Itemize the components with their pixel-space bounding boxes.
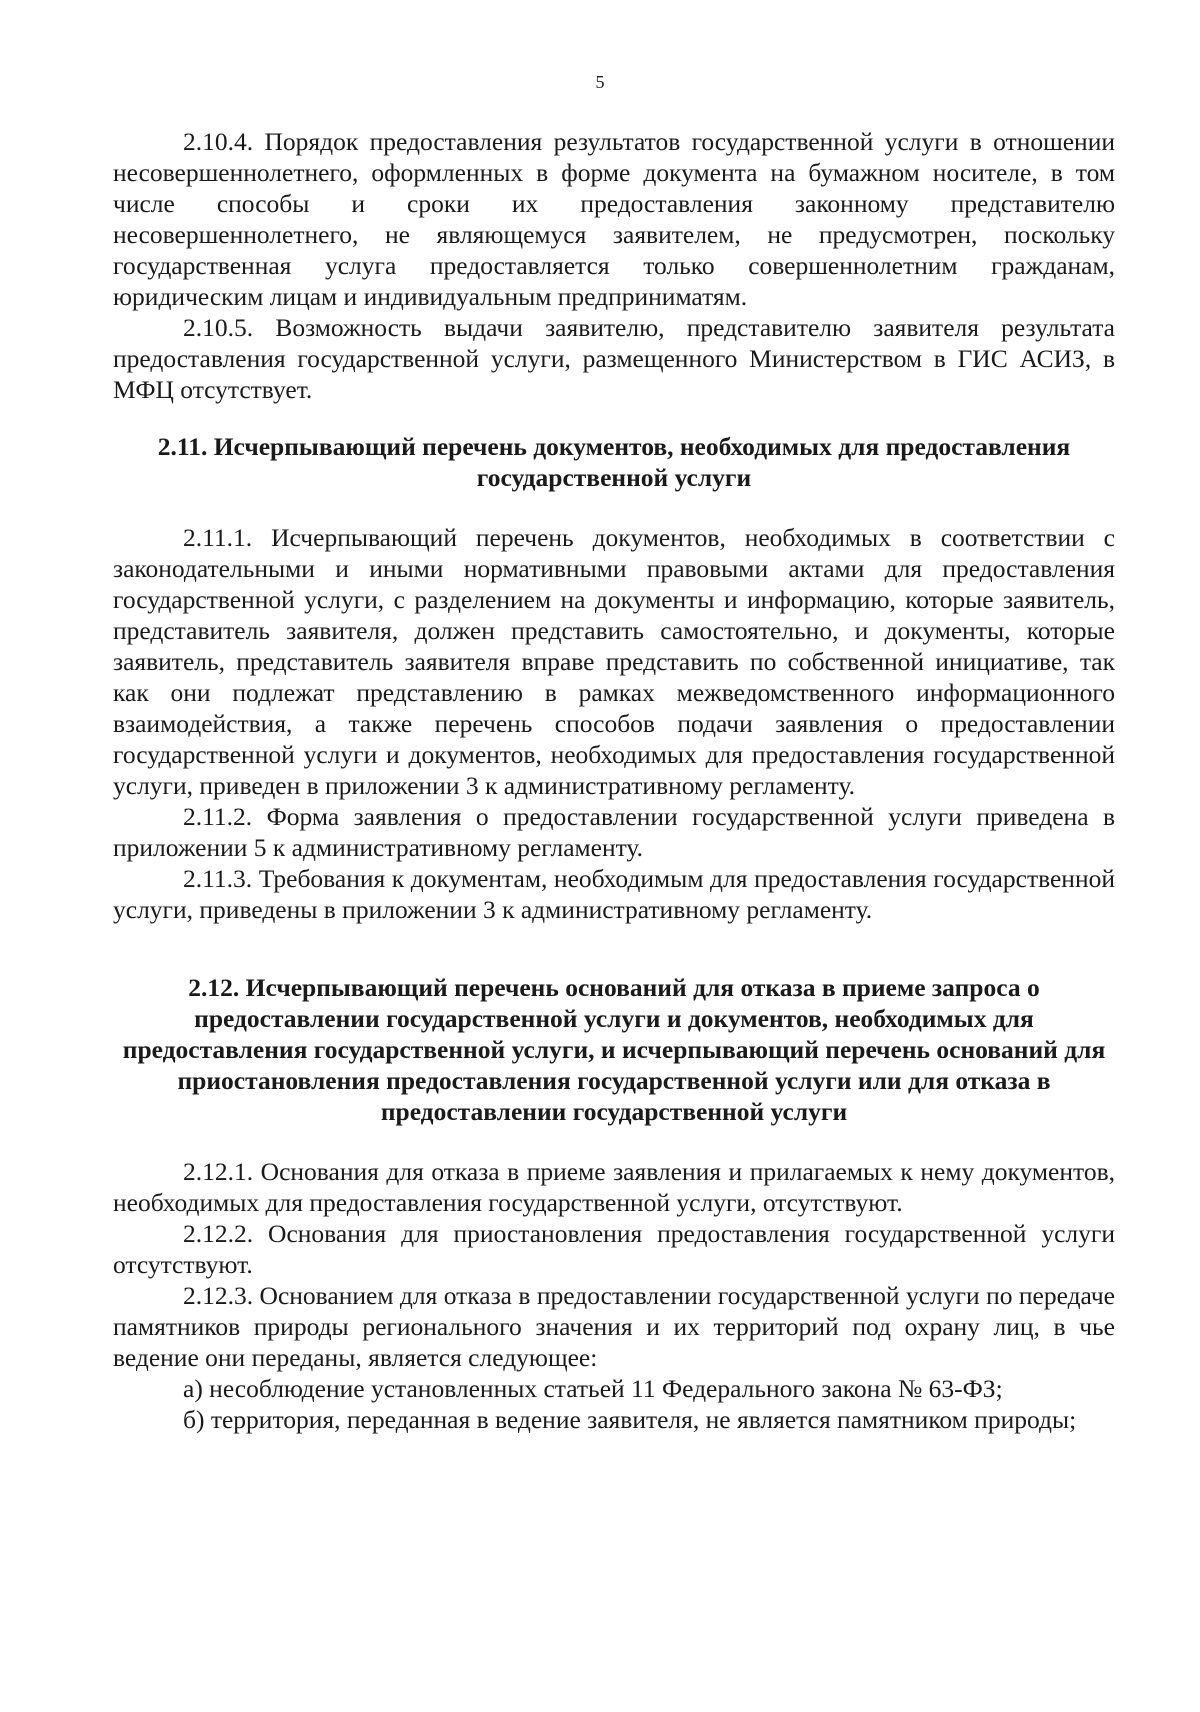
paragraph-2-11-3: 2.11.3. Требования к документам, необходимым для предоставления государственной услуги, приведены в приложении 3 к административному регламенту. <box>113 864 1115 924</box>
list-item-a: а) несоблюдение установленных статьей 11 Федерального закона № 63-ФЗ; <box>183 1374 1003 1403</box>
paragraph-2-12-2: 2.12.2. Основания для приостановления предоставления государственной услуги отсутствуют. <box>113 1219 1115 1279</box>
paragraph-2-11-2: 2.11.2. Форма заявления о предоставлении государственной услуги приведена в приложении 5 к административному регламенту. <box>113 802 1115 862</box>
document-body <box>113 126 1115 1435</box>
list-item-b: б) территория, переданная в ведение заявителя, не является памятником природы; <box>183 1405 1077 1434</box>
paragraph-2-11-1: 2.11.1. Исчерпывающий перечень документов, необходимых в соответствии с законодательными и иными нормативными правовыми актами для предоставления государственной услуги, с разделением на документы и информацию, которые заявитель, представитель заявителя, должен представить самостоятельно, и документы, которые заявитель, представитель заявителя вправе представить по собственной инициативе, так как они подлежат представлению в рамках межведомственного информационного взаимодействия, а также перечень способов подачи заявления о предоставлении государственной услуги и документов, необходимых для предоставления государственной услуги, приведен в приложении 3 к административному регламенту. <box>113 523 1115 800</box>
section-heading-2-12: 2.12. Исчерпывающий перечень оснований для отказа в приеме запроса о предоставлении государственной услуги и документов, необходимых для предоставления государственной услуги, и исчерпывающий перечень оснований для приостановления предоставления государственной услуги или для отказа в предоставлении государственной услуги <box>122 973 1106 1126</box>
paragraph-2-12-3: 2.12.3. Основанием для отказа в предоставлении государственной услуги по передаче памятников природы регионального значения и их территорий под охрану лиц, в чье ведение они переданы, является следующее: <box>113 1281 1115 1372</box>
paragraph-2-10-5: 2.10.5. Возможность выдачи заявителю, представителю заявителя результата предоставления государственной услуги, размещенного Министерством в ГИС АСИЗ, в МФЦ отсутствует. <box>113 313 1115 404</box>
paragraph-2-12-1: 2.12.1. Основания для отказа в приеме заявления и прилагаемых к нему документов, необходимых для предоставления государственной услуги, отсутствуют. <box>113 1157 1115 1217</box>
section-heading-2-11: 2.11. Исчерпывающий перечень документов, необходимых для предоставления государственной услуги <box>157 432 1071 492</box>
paragraph-2-10-4: 2.10.4. Порядок предоставления результатов государственной услуги в отношении несовершеннолетнего, оформленных в форме документа на бумажном носителе, в том числе способы и сроки их предоставления законному представителю несовершеннолетнего, не являющемуся заявителем, не предусмотрен, поскольку государственная услуга предоставляется только совершеннолетним гражданам, юридическим лицам и индивидуальным предприниматям. <box>113 127 1115 311</box>
page-number: 5 <box>595 72 605 92</box>
